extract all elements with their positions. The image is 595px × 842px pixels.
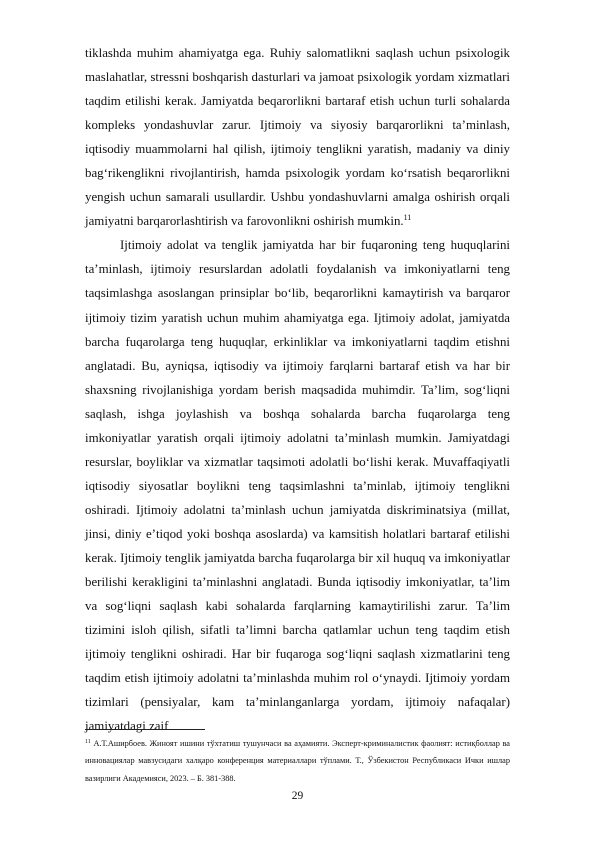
page-number: 29 (291, 790, 304, 802)
paragraph-2-text: Ijtimoiy adolat va tenglik jamiyatda har bir fuqaroning teng huquqlarini taʼminlash, ijtimoiy resurslardan adolatli foydalanish va imkoniyatlarni teng taqsimlashga asoslangan prinsiplar boʻlib, beqarorlikni kamaytirish va barqaror ijtimoiy tizim yaratish uchun muhim ahamiyatga ega. Ijtimoiy adolat, jamiyatda barcha fuqarolarga teng huquqlar, erkinliklar va imkoniyatlarni taqdim etishni anglatadi. Bu, ayniqsa, iqtisodiy va ijtimoiy farqlarni bartaraf etish va har bir shaxsning rivojlanishiga yordam berish maqsadida muhimdir. Taʼlim, sogʻliqni saqlash, ishga joylashish va boshqa sohalarda barcha fuqarolarga teng imkoniyatlar yaratish orqali ijtimoiy adolatni taʼminlash mumkin. Jamiyatdagi resurslar, boyliklar va xizmatlar taqsimoti adolatli boʻlishi kerak. Muvaffaqiyatli iqtisodiy siyosatlar boylikni teng taqsimlashni taʼminlab, ijtimoiy tenglikni oshiradi. Ijtimoiy adolatni taʼminlash uchun jamiyatda diskriminatsiya (millat, jinsi, diniy eʼtiqod yoki boshqa asoslarda) va kamsitish holatlari bartaraf etilishi kerak. Ijtimoiy tenglik jamiyatda barcha fuqarolarga bir xil huquq va imkoniyatlar berilishi kerakligini taʼminlashni anglatadi. Bunda iqtisodiy imkoniyatlar, taʼlim va sogʻliqni saqlash kabi sohalarda farqlarning kamaytirilishi zarur. Taʼlim tizimini isloh qilish, sifatli taʼlimni barcha qatlamlar uchun teng taqdim etish ijtimoiy tenglikni oshiradi. Har bir fuqaroga sogʻliqni saqlash xizmatlarini teng taqdim etish ijtimoiy adolatni taʼminlashda muhim rol oʻynaydi. Ijtimoiy yordam tizimlari (pensiyalar, kam taʼminlanganlarga yordam, ijtimoiy nafaqalar) jamiyatdagi zaif (85, 238, 510, 734)
paragraph-2 (85, 233, 510, 738)
paragraph-1-text: tiklashda muhim ahamiyatga ega. Ruhiy salomatlikni saqlash uchun psixologik maslahatlar, stressni boshqarish dasturlari va jamoat psixologik yordam xizmatlari taqdim etilishi kerak. Jamiyatda beqarorlikni bartaraf etish uchun turli sohalarda kompleks yondashuvlar zarur. Ijtimoiy va siyosiy barqarorlikni taʼminlash, iqtisodiy muammolarni hal qilish, ijtimoiy tenglikni yaratish, madaniy va diniy bagʻrikenglikni rivojlantirish, hamda psixologik yordam koʻrsatish beqarorlikni yengish uchun samarali usullardir. Ushbu yondashuvlarni amalga oshirish orqali jamiyatni barqarorlashtirish va farovonlikni oshirish mumkin. (85, 46, 510, 229)
footnote-divider (85, 729, 205, 730)
footnote-number: 11 (85, 739, 91, 745)
footnote-reference[interactable]: 11 (403, 213, 412, 223)
footnote (85, 735, 510, 787)
paragraph-1 (85, 41, 510, 233)
footnote-text: А.Т.Аширбоев. Жиноят ишини тўхтатиш тушунчаси ва аҳамияти. Эксперт-криминалистик фаолият: истиқболлар ва инновациялар мавзусидаги халқаро конференция материаллари тўплами. Т., Ўзбекистон Республикаси Ички ишлар вазирлиги Академияси, 2023. – Б. 381-388. (85, 739, 510, 783)
body-text (85, 41, 510, 738)
